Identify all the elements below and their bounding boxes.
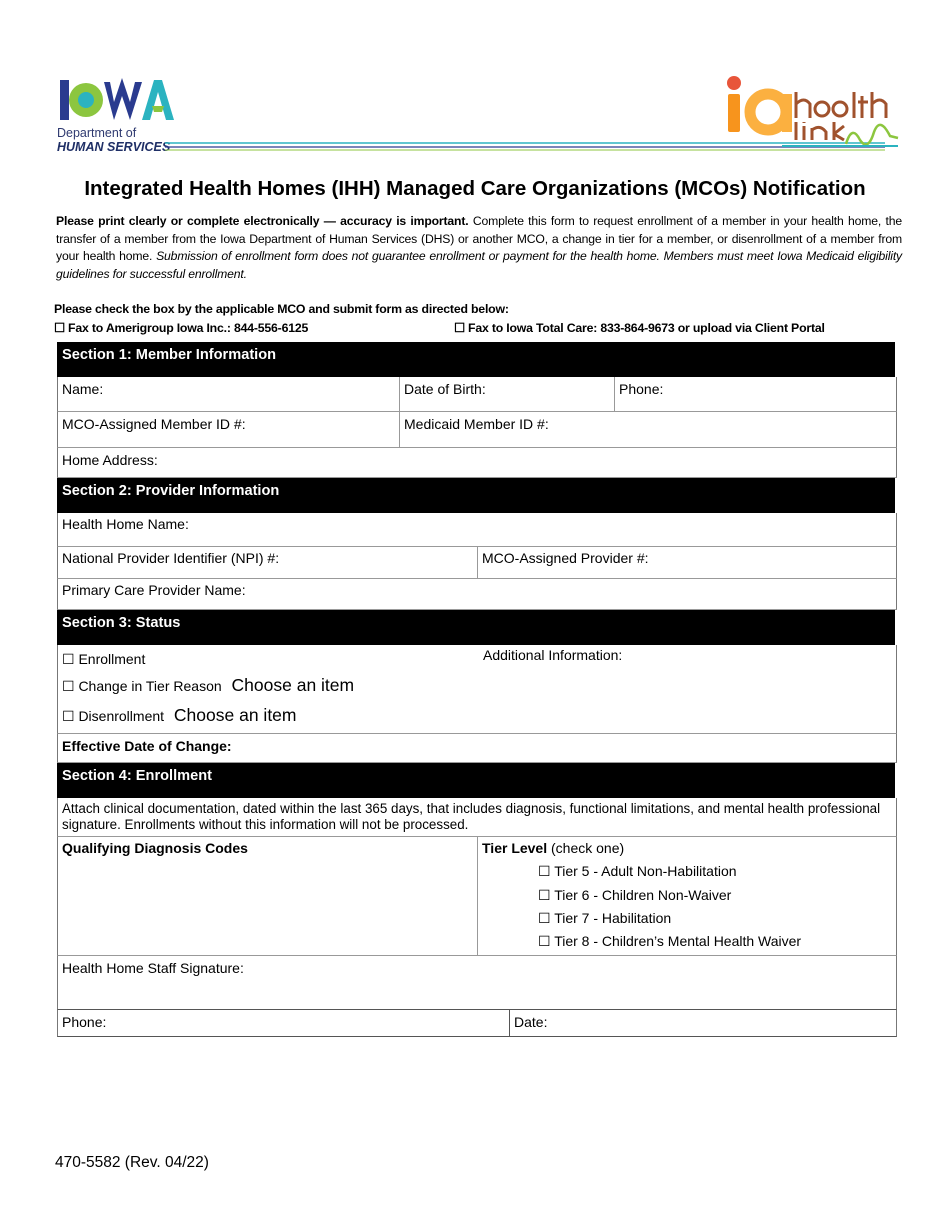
npi-field[interactable] [58, 547, 477, 578]
intro-normal: Complete this form to request enrollment of a member in your health home, the transfer of a member from the Iowa Department of Human Services (DHS) or another MCO, a change in tier for a member, or disenrollment of a member from your health home. [56, 214, 902, 263]
member-dob-label: Date of Birth: [404, 381, 486, 397]
tier-7-checkbox[interactable]: ☐ Tier 7 - Habilitation [538, 910, 672, 926]
intro-paragraph [56, 213, 902, 283]
status-row [57, 645, 897, 734]
tier-8-checkbox[interactable]: ☐ Tier 8 - Children’s Mental Health Waiver [538, 933, 802, 949]
staff-phone-field[interactable] [58, 1010, 509, 1036]
tier-level-group [477, 837, 896, 955]
provider-row-3 [57, 579, 897, 610]
pcp-name-field[interactable] [58, 579, 896, 609]
enrollment-checkbox[interactable]: ☐ Enrollment [62, 651, 146, 667]
disenrollment-dropdown[interactable]: Choose an item [173, 705, 297, 725]
medicaid-id-label: Medicaid Member ID #: [404, 416, 549, 432]
diagnosis-tier-row [57, 837, 897, 956]
section-3-header [57, 610, 895, 645]
home-address-label: Home Address: [62, 452, 158, 468]
mco-member-id-field[interactable] [58, 412, 399, 447]
section-2-header [57, 478, 895, 513]
mco-member-id-label: MCO-Assigned Member ID #: [62, 416, 246, 432]
dept-name [57, 126, 170, 154]
signature-field[interactable] [58, 956, 896, 1009]
member-row-1 [57, 377, 897, 412]
section-4-header [57, 763, 895, 798]
additional-info-field[interactable]: Additional Information: [483, 647, 623, 663]
change-tier-row [62, 675, 354, 696]
member-phone-label: Phone: [619, 381, 664, 397]
attach-note: Attach clinical documentation, dated within the last 365 days, that includes diagnosis, functional limitations, and mental health professional signature. Enrollments without this information will not be processed. [62, 801, 881, 832]
provider-row-2 [57, 547, 897, 579]
staff-date-field[interactable] [509, 1010, 896, 1036]
effective-date-field[interactable] [58, 734, 896, 762]
medicaid-id-field[interactable] [399, 412, 896, 447]
tier-level-label: Tier Level [482, 840, 548, 856]
attach-note-row [57, 798, 897, 837]
staff-date-label: Date: [514, 1014, 548, 1030]
section-1-title: Section 1: Member Information [62, 347, 277, 363]
intro-bold: Please print clearly or complete electronically — accuracy is important. [56, 214, 469, 228]
fax-iowa-total-care-checkbox[interactable]: ☐ Fax to Iowa Total Care: 833-864-9673 or upload via Client Portal [454, 321, 825, 335]
disenrollment-checkbox[interactable]: ☐ Disenrollment [62, 708, 165, 724]
npi-label: National Provider Identifier (NPI) #: [62, 550, 280, 566]
signature-row [57, 956, 897, 1010]
tier-level-heading [482, 840, 896, 856]
form-title: Integrated Health Homes (IHH) Managed Care Organizations (MCOs) Notification [84, 177, 866, 200]
submit-instructions: Please check the box by the applicable MCO and submit form as directed below: [54, 302, 509, 316]
home-address-field[interactable] [58, 448, 896, 477]
form-table [57, 342, 897, 1037]
member-phone-field[interactable] [614, 377, 896, 411]
mco-provider-field[interactable] [477, 547, 896, 578]
contact-row [57, 1010, 897, 1037]
ia-health-link-logo [722, 74, 902, 154]
change-tier-dropdown[interactable]: Choose an item [231, 675, 355, 695]
effective-date-label: Effective Date of Change: [62, 738, 232, 754]
tier-level-note: (check one) [547, 840, 625, 856]
member-row-2 [57, 412, 897, 448]
provider-row-1 [57, 513, 897, 547]
change-tier-checkbox[interactable]: ☐ Change in Tier Reason [62, 678, 222, 694]
intro-italic: Submission of enrollment form does not guarantee enrollment or payment for the health home. Members must meet Iowa Medicaid eligibility guidelines for successful enrollment. [56, 249, 903, 281]
diagnosis-codes-label: Qualifying Diagnosis Codes [62, 840, 248, 856]
dept-line-1: Department of [57, 126, 137, 140]
disenrollment-row [62, 705, 297, 726]
signature-label: Health Home Staff Signature: [62, 960, 244, 976]
staff-phone-label: Phone: [62, 1014, 107, 1030]
fax-amerigroup-checkbox[interactable]: ☐ Fax to Amerigroup Iowa Inc.: 844-556-6125 [54, 321, 309, 335]
health-home-name-label: Health Home Name: [62, 516, 189, 532]
section-2-title: Section 2: Provider Information [62, 483, 280, 499]
mco-provider-label: MCO-Assigned Provider #: [482, 550, 649, 566]
tier-5-checkbox[interactable]: ☐ Tier 5 - Adult Non-Habilitation [538, 863, 737, 879]
diagnosis-codes-field[interactable] [58, 837, 477, 955]
pcp-name-label: Primary Care Provider Name: [62, 582, 246, 598]
member-name-field[interactable] [58, 377, 399, 411]
form-number: 470-5582 (Rev. 04/22) [55, 1154, 209, 1171]
dept-line-2: HUMAN SERVICES [57, 140, 171, 154]
member-row-3 [57, 448, 897, 478]
section-3-title: Section 3: Status [62, 615, 181, 631]
member-name-label: Name: [62, 381, 104, 397]
section-4-title: Section 4: Enrollment [62, 768, 213, 784]
tier-6-checkbox[interactable]: ☐ Tier 6 - Children Non-Waiver [538, 887, 732, 903]
health-home-name-field[interactable] [58, 513, 896, 546]
effective-date-row [57, 734, 897, 763]
member-dob-field[interactable] [399, 377, 614, 411]
section-1-header [57, 342, 895, 377]
